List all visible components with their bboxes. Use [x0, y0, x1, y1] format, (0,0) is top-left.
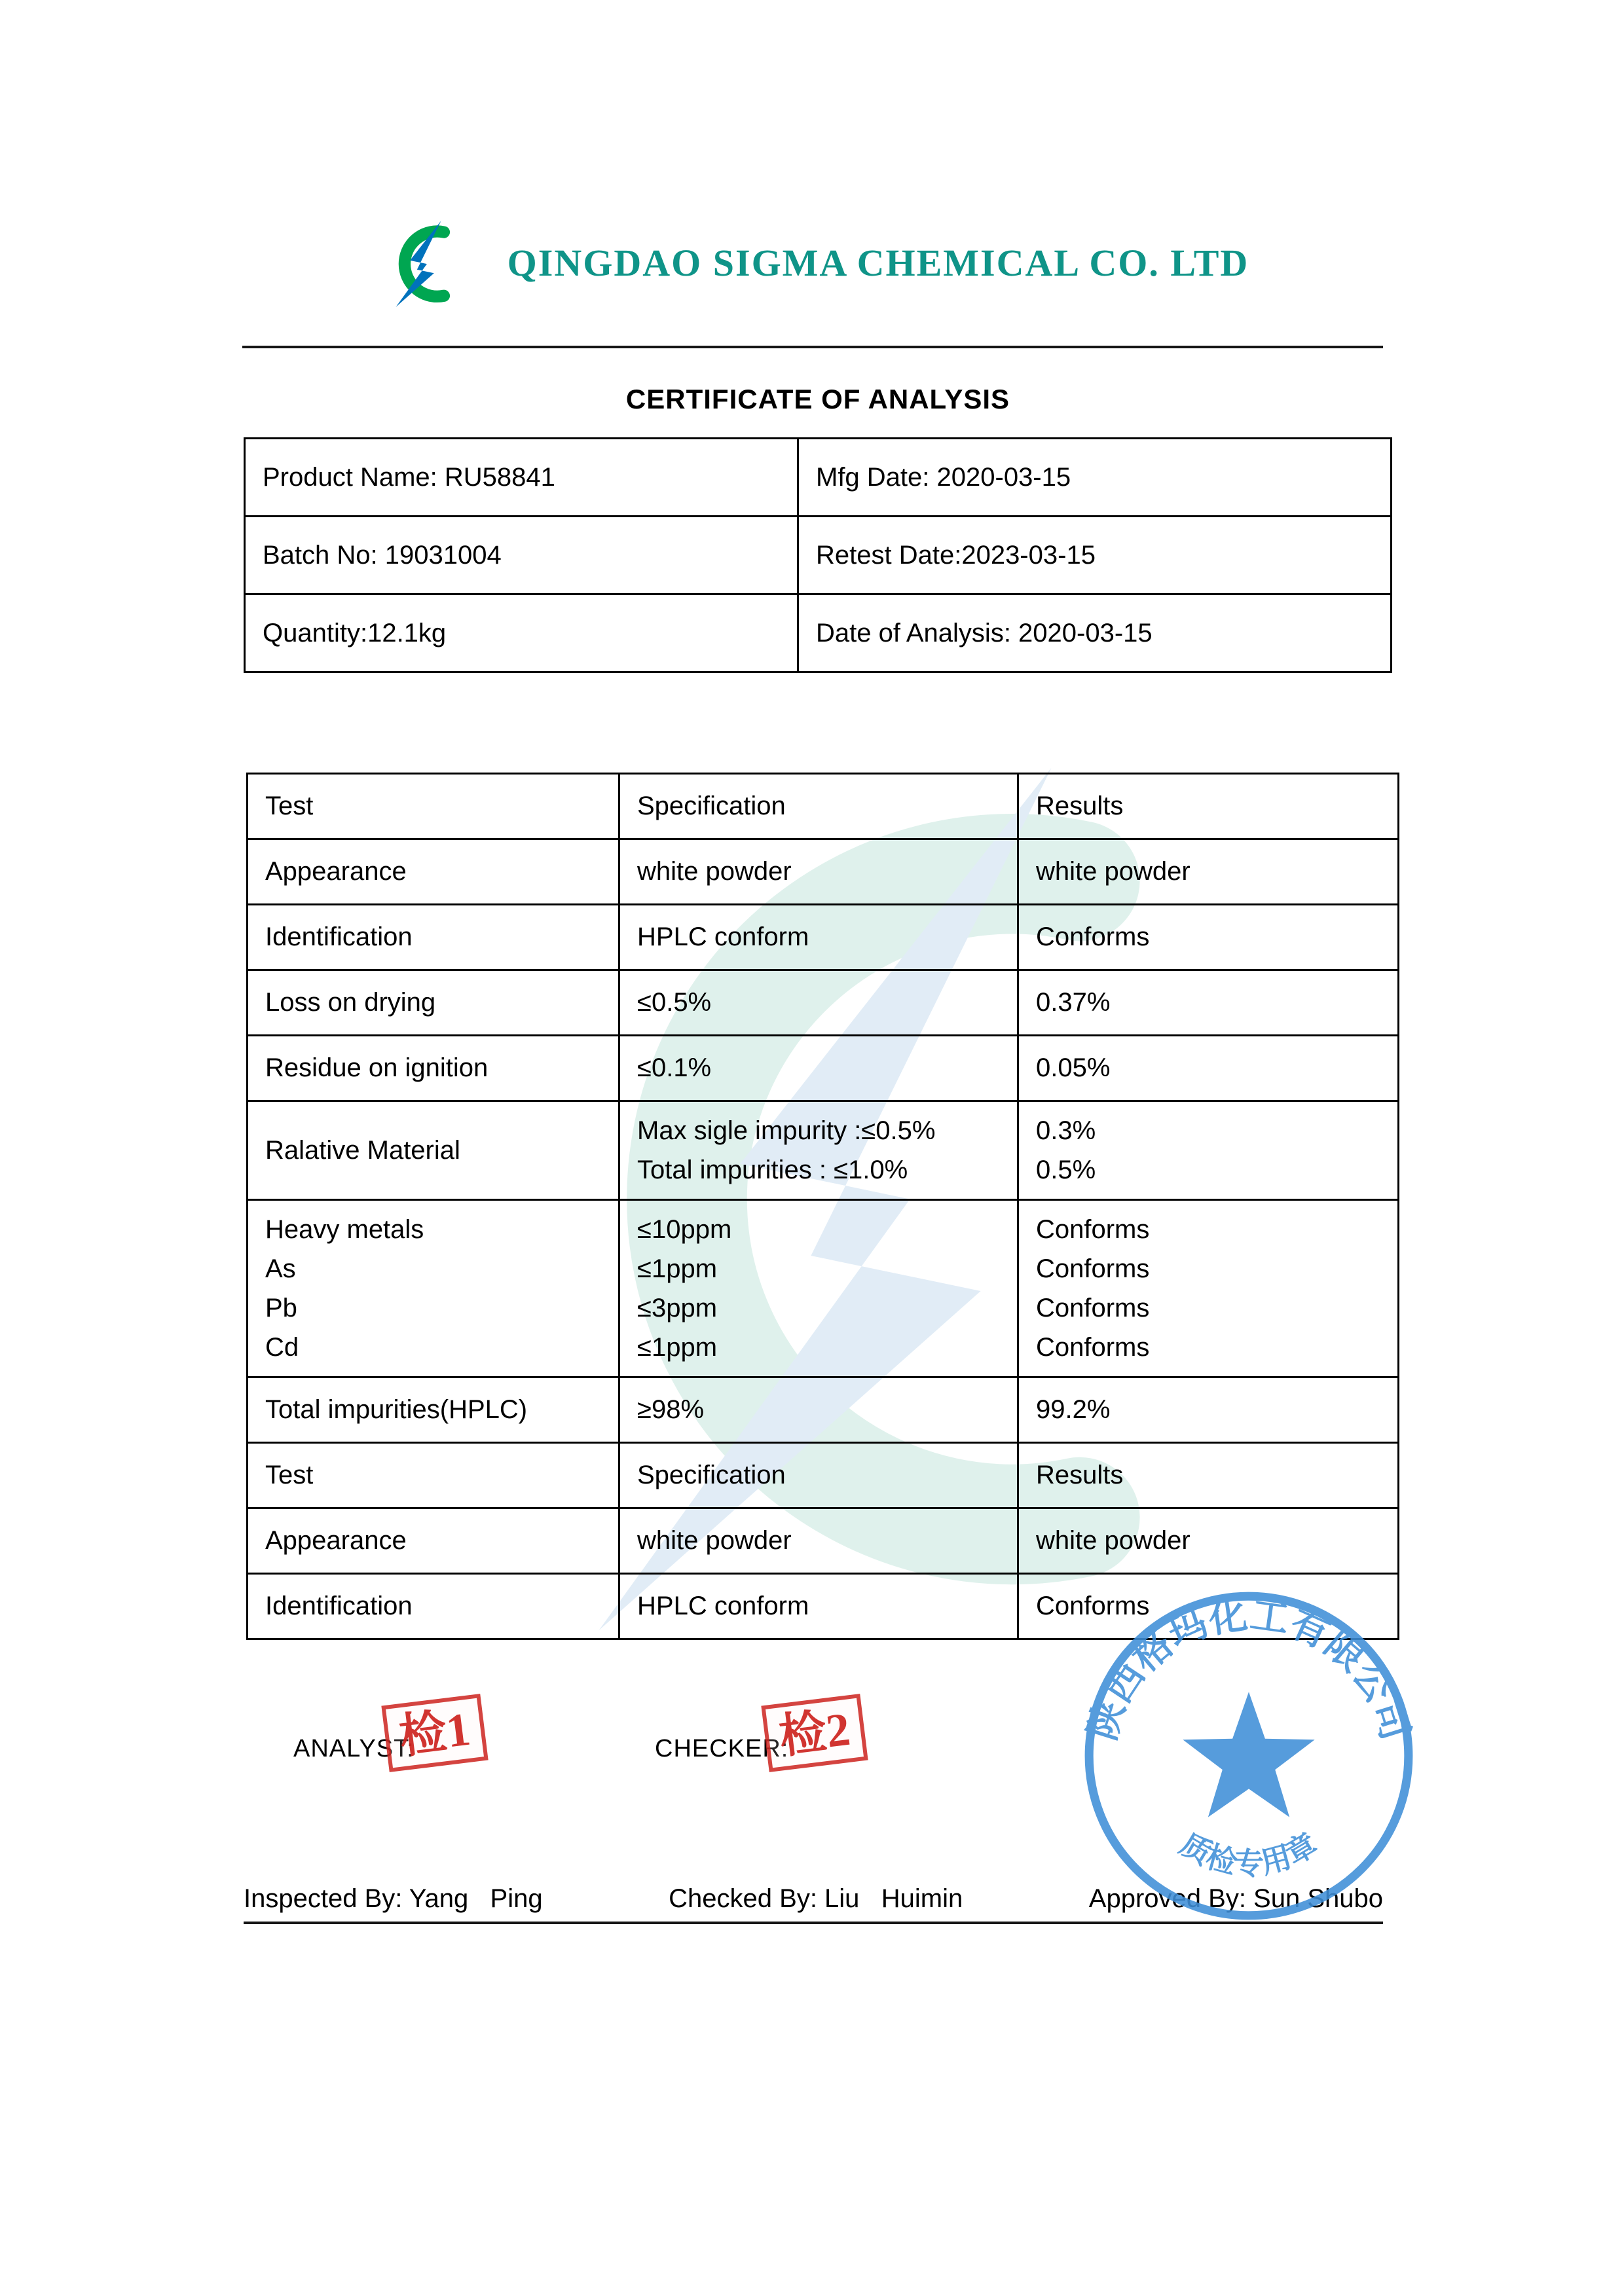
table-row	[248, 970, 1399, 1036]
test-cell: Loss on drying	[248, 970, 619, 1036]
retest-date-cell: Retest Date:2023-03-15	[798, 517, 1392, 594]
approved-by: Approved By: Sun Shubo	[1088, 1884, 1383, 1913]
table-row	[245, 594, 1392, 672]
table-row	[248, 1377, 1399, 1443]
result-cell: 0.37%	[1018, 970, 1399, 1036]
header-specification: Specification	[619, 774, 1018, 839]
cell-line: Max sigle impurity :≤0.5%	[637, 1116, 936, 1145]
test-cell: Total impurities(HPLC)	[248, 1377, 619, 1443]
mfg-date-cell: Mfg Date: 2020-03-15	[798, 439, 1392, 517]
spec-cell: ≤0.1%	[619, 1036, 1018, 1101]
test-cell: Appearance	[248, 839, 619, 905]
table-row-heavy-metals	[248, 1200, 1399, 1377]
spec-cell	[619, 1101, 1018, 1200]
seal-ring-text: 陕西格玛化工有限公司	[1080, 1594, 1417, 1745]
seal-bottom-text: 质检专用章	[1174, 1827, 1323, 1881]
svg-text:质检专用章	[1175, 1827, 1323, 1880]
test-cell: Identification	[248, 905, 619, 970]
star-icon	[1183, 1692, 1314, 1817]
analyst-red-stamp: 检1	[381, 1694, 488, 1772]
cell-line: Conforms	[1036, 1215, 1150, 1244]
result-cell: white powder	[1018, 839, 1399, 905]
cell-line: ≤1ppm	[637, 1254, 718, 1283]
cell-line: 0.5%	[1036, 1156, 1096, 1184]
cell-line: Heavy metals	[265, 1215, 424, 1244]
table-header-row	[248, 774, 1399, 839]
table-header-row	[248, 1443, 1399, 1508]
company-seal-stamp	[1077, 1584, 1420, 1927]
table-row	[248, 839, 1399, 905]
test-cell: Appearance	[248, 1508, 619, 1574]
header-divider	[242, 346, 1383, 348]
product-info-table	[244, 437, 1392, 673]
quantity-cell: Quantity:12.1kg	[245, 594, 798, 672]
company-logo-icon	[375, 210, 462, 316]
company-name: QINGDAO SIGMA CHEMICAL CO. LTD	[507, 241, 1249, 284]
cell-line: Conforms	[1036, 1294, 1150, 1322]
checker-label: CHECKER:	[655, 1735, 789, 1762]
header-test: Test	[248, 1443, 619, 1508]
result-cell	[1018, 1200, 1399, 1377]
result-cell: 0.05%	[1018, 1036, 1399, 1101]
analysis-results-table	[246, 773, 1399, 1640]
test-cell	[248, 1200, 619, 1377]
spec-cell: ≥98%	[619, 1377, 1018, 1443]
header-results: Results	[1018, 774, 1399, 839]
spec-cell: ≤0.5%	[619, 970, 1018, 1036]
spec-cell: HPLC conform	[619, 1574, 1018, 1639]
test-cell	[248, 1101, 619, 1200]
checker-red-stamp: 检2	[761, 1694, 868, 1772]
cell-line: Conforms	[1036, 1254, 1150, 1283]
spec-cell: white powder	[619, 1508, 1018, 1574]
analyst-label: ANALYST:	[293, 1735, 415, 1762]
spec-cell: HPLC conform	[619, 905, 1018, 970]
header	[0, 210, 1624, 316]
test-cell: Residue on ignition	[248, 1036, 619, 1101]
result-cell: 99.2%	[1018, 1377, 1399, 1443]
table-row	[248, 905, 1399, 970]
batch-no-cell: Batch No: 19031004	[245, 517, 798, 594]
spec-cell: white powder	[619, 839, 1018, 905]
table-row	[245, 439, 1392, 517]
result-cell: Conforms	[1018, 905, 1399, 970]
checked-by: Checked By: Liu Huimin	[669, 1884, 963, 1913]
header-results: Results	[1018, 1443, 1399, 1508]
table-row	[248, 1508, 1399, 1574]
result-cell	[1018, 1101, 1399, 1200]
product-name-cell: Product Name: RU58841	[245, 439, 798, 517]
cell-line: ≤3ppm	[637, 1294, 718, 1322]
table-row-relative-material	[248, 1101, 1399, 1200]
document-title: CERTIFICATE OF ANALYSIS	[625, 384, 1010, 414]
test-cell: Identification	[248, 1574, 619, 1639]
cell-line: Pb	[265, 1294, 297, 1322]
table-row	[245, 517, 1392, 594]
cell-line: As	[265, 1254, 296, 1283]
cell-line: Cd	[265, 1333, 299, 1362]
header-test: Test	[248, 774, 619, 839]
cell-line: Ralative Material	[265, 1136, 460, 1165]
cell-line: Total impurities : ≤1.0%	[637, 1156, 908, 1184]
spec-cell	[619, 1200, 1018, 1377]
table-row	[248, 1036, 1399, 1101]
result-cell: white powder	[1018, 1508, 1399, 1574]
cell-line: ≤10ppm	[637, 1215, 732, 1244]
inspected-by: Inspected By: Yang Ping	[244, 1884, 543, 1913]
cell-line: Conforms	[1036, 1333, 1150, 1362]
cell-line: 0.3%	[1036, 1116, 1096, 1145]
result-cell: Conforms	[1018, 1574, 1399, 1639]
header-specification: Specification	[619, 1443, 1018, 1508]
analysis-date-cell: Date of Analysis: 2020-03-15	[798, 594, 1392, 672]
cell-line: ≤1ppm	[637, 1333, 718, 1362]
